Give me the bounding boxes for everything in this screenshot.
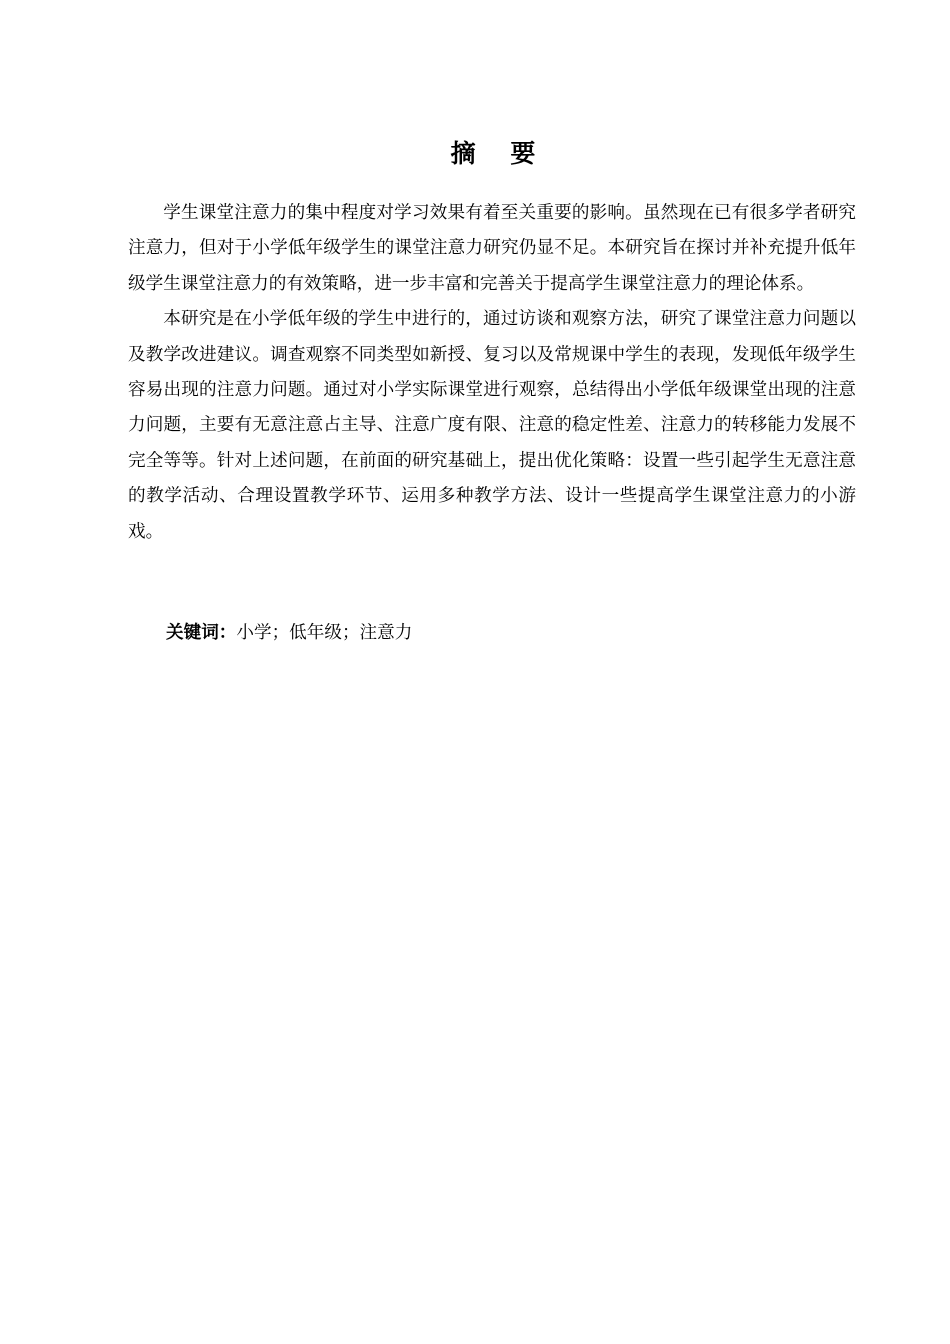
abstract-body <box>128 196 856 550</box>
abstract-title: 摘 要 <box>450 139 536 168</box>
keywords-line <box>166 616 412 650</box>
abstract-paragraph-1: 学生课堂注意力的集中程度对学习效果有着至关重要的影响。虽然现在已有很多学者研究注意力，但对于小学低年级学生的课堂注意力研究仍显不足。本研究旨在探讨并补充提升低年级学生课堂注意力的有效策略，进一步丰富和完善关于提高学生课堂注意力的理论体系。 <box>128 203 856 294</box>
abstract-paragraph-2: 本研究是在小学低年级的学生中进行的，通过访谈和观察方法，研究了课堂注意力问题以及教学改进建议。调查观察不同类型如新授、复习以及常规课中学生的表现，发现低年级学生容易出现的注意力问题。通过对小学实际课堂进行观察，总结得出小学低年级课堂出现的注意力问题，主要有无意注意占主导、注意广度有限、注意的稳定性差、注意力的转移能力发展不完全等等。针对上述问题，在前面的研究基础上，提出优化策略：设置一些引起学生无意注意的教学活动、合理设置教学环节、运用多种教学方法、设计一些提高学生课堂注意力的小游戏。 <box>128 309 856 542</box>
keywords-value: 小学；低年级；注意力 <box>236 623 413 643</box>
keywords-label: 关键词： <box>166 623 237 643</box>
